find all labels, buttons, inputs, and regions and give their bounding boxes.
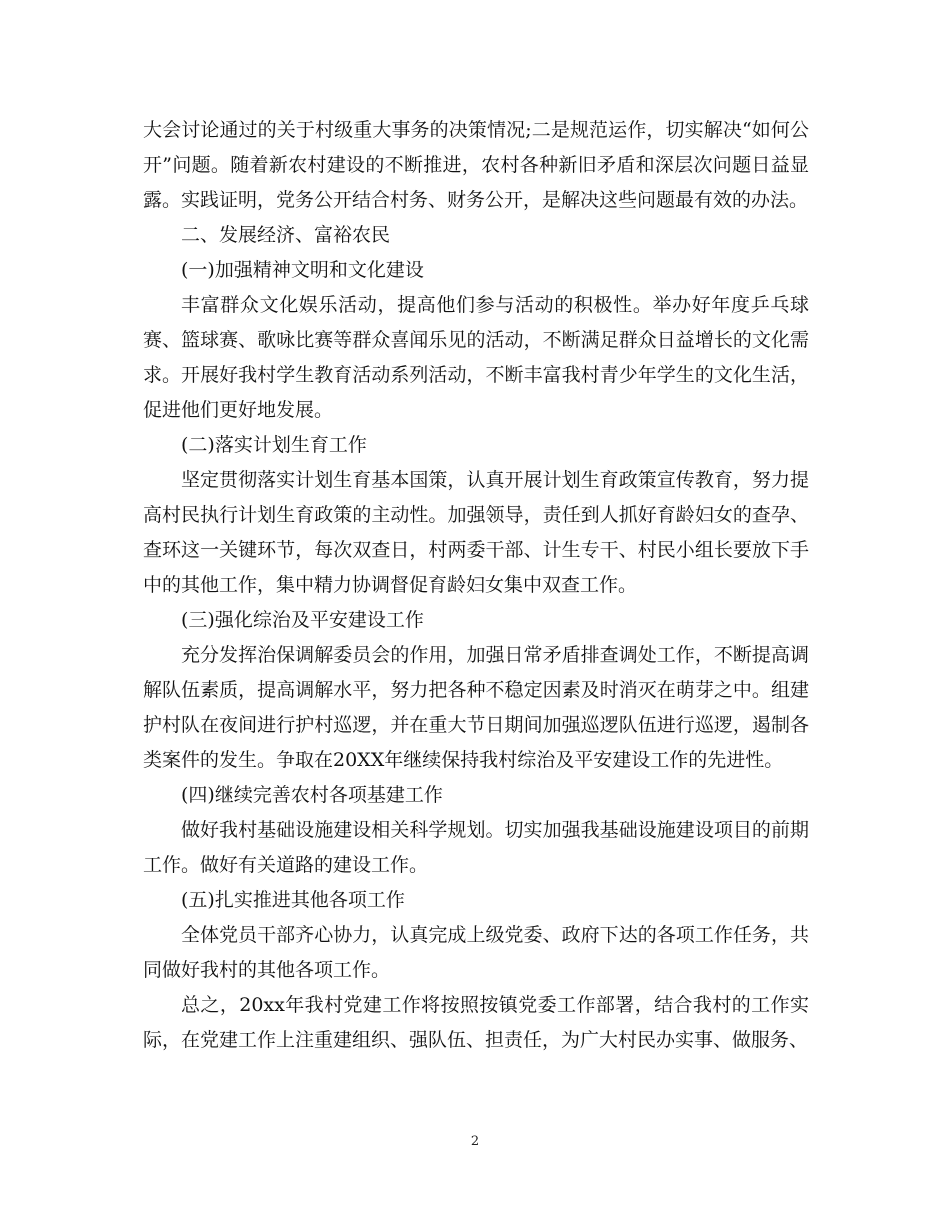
page-number: 2	[470, 1134, 480, 1149]
subheading-3: (三)强化综治及平安建设工作	[181, 609, 424, 631]
subheading-4: (四)继续完善农村各项基建工作	[181, 784, 443, 806]
section-heading-economy: 二、发展经济、富裕农民	[181, 224, 391, 246]
paragraph-summary: 总之，20xx年我村党建工作将按照按镇党委工作部署，结合我村的工作实际，在党建工作上注重建组织、强队伍、担责任，为广大村民办实事、做服务、	[143, 994, 809, 1051]
subheading-5: (五)扎实推进其他各项工作	[181, 889, 405, 911]
subheading-1: (一)加强精神文明和文化建设	[181, 259, 424, 281]
document-body	[143, 113, 809, 1058]
paragraph-family-planning: 坚定贯彻落实计划生育基本国策，认真开展计划生育政策宣传教育，努力提高村民执行计划生育政策的主动性。加强领导，责任到人抓好育龄妇女的查孕、查环这一关键环节，每次双查日，村两委干部、计生专干、村民小组长要放下手中的其他工作，集中精力协调督促育龄妇女集中双查工作。	[143, 469, 809, 596]
paragraph-culture: 丰富群众文化娱乐活动，提高他们参与活动的积极性。举办好年度乒乓球赛、篮球赛、歌咏比赛等群众喜闻乐见的活动，不断满足群众日益增长的文化需求。开展好我村学生教育活动系列活动，不断丰富我村青少年学生的文化生活，促进他们更好地发展。	[143, 294, 809, 421]
paragraph-infrastructure: 做好我村基础设施建设相关科学规划。切实加强我基础设施建设项目的前期工作。做好有关道路的建设工作。	[143, 819, 809, 876]
paragraph-continuation: 大会讨论通过的关于村级重大事务的决策情况;二是规范运作，切实解决“如何公开”问题。随着新农村建设的不断推进，农村各种新旧矛盾和深层次问题日益显露。实践证明，党务公开结合村务、财务公开，是解决这些问题最有效的办法。	[143, 119, 809, 211]
paragraph-other-work: 全体党员干部齐心协力，认真完成上级党委、政府下达的各项工作任务，共同做好我村的其他各项工作。	[143, 924, 809, 981]
paragraph-security: 充分发挥治保调解委员会的作用，加强日常矛盾排查调处工作，不断提高调解队伍素质，提高调解水平，努力把各种不稳定因素及时消灭在萌芽之中。组建护村队在夜间进行护村巡逻，并在重大节日期间加强巡逻队伍进行巡逻，遏制各类案件的发生。争取在20XX年继续保持我村综治及平安建设工作的先进性。	[143, 644, 809, 771]
subheading-2: (二)落实计划生育工作	[181, 434, 367, 456]
